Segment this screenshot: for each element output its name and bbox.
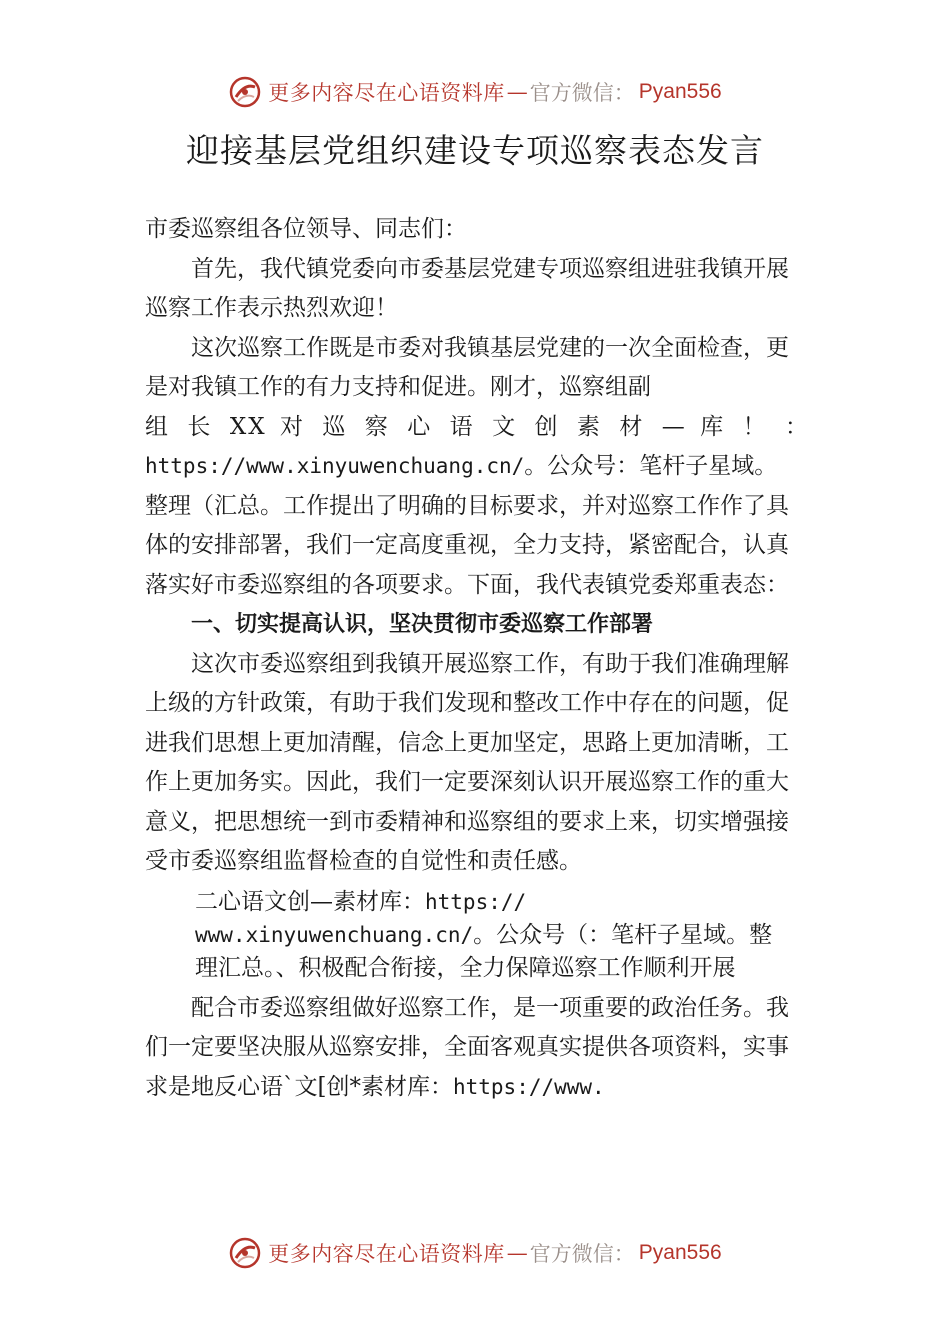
document-body xyxy=(145,210,810,1107)
paragraph-intro-continued: 整理（汇总。工作提出了明确的目标要求，并对巡察工作作了具体的安排部署，我们一定高度重视，全力支持，紧密配合，认真落实好市委巡察组的各项要求。下面，我代表镇党委郑重表态： xyxy=(145,492,789,598)
paragraph-intro-spaced-line: 组 长 XX 对 巡 察 心 语 文 创 素 材 — 库 ！ ： xyxy=(145,413,810,440)
banner-text: 更多内容尽在心语资料库 xyxy=(268,81,505,105)
paragraph-intro: 这次巡察工作既是市委对我镇基层党建的一次全面检查，更是对我镇工作的有力支持和促进。刚才，巡察组副 xyxy=(145,334,789,400)
header-banner xyxy=(0,72,950,112)
footer-banner xyxy=(0,1233,950,1273)
paragraph-section-2-text: 配合市委巡察组做好巡察工作，是一项重要的政治任务。我们一定要坚决服从巡察安排，全面客观真实提供各项资料，实事求是地反心语`文[创*素材库： xyxy=(145,994,789,1100)
section-heading-2 xyxy=(195,886,810,985)
paragraph-section-1: 这次市委巡察组到我镇开展巡察工作，有助于我们准确理解上级的方针政策，有助于我们发现和整改工作中存在的问题，促进我们思想上更加清醒，信念上更加坚定，思路上更加清晰，工作上更加务实。因此，我们一定要深刻认识开展巡察工作的重大意义，把思想统一到市委精神和巡察组的要求上来，切实增强接受市委巡察组监督检查的自觉性和责任感。 xyxy=(145,650,789,874)
paragraph-intro-url-line xyxy=(145,447,810,487)
banner-text: 更多内容尽在心语资料库 xyxy=(268,1242,505,1266)
banner-wechat-label: 官方微信： xyxy=(529,81,635,105)
paragraph-welcome: 首先，我代镇党委向市委基层党建专项巡察组进驻我镇开展巡察工作表示热烈欢迎！ xyxy=(145,255,789,321)
banner-separator: — xyxy=(506,80,528,104)
heading2-prefix: 二心语文创—素材库： xyxy=(195,888,425,915)
website-url: https://www.xinyuwenchuang.cn/ xyxy=(145,454,525,478)
wechat-account-text: 。公众号：笔杆子星域。 xyxy=(524,453,778,479)
logo-icon xyxy=(228,1236,262,1270)
salutation: 市委巡察组各位领导、同志们： xyxy=(145,216,467,242)
banner-wechat-id: Pyan556 xyxy=(638,1241,722,1264)
paragraph-section-2-url: https://www. xyxy=(452,1074,605,1099)
paragraph-section-2 xyxy=(145,989,810,1108)
banner-wechat-id: Pyan556 xyxy=(638,80,722,103)
heading2-url-end: www.xinyuwenchuang.cn/ xyxy=(195,922,474,947)
logo-icon xyxy=(228,75,262,109)
document-title: 迎接基层党组织建设专项巡察表态发言 xyxy=(186,131,764,170)
heading2-account: 。公众号（：笔杆子星域。整 xyxy=(473,921,773,948)
banner-separator: — xyxy=(506,1241,528,1265)
section-heading-1: 一、切实提高认识，坚决贯彻市委巡察工作部署 xyxy=(191,612,654,637)
heading2-url-start: https:// xyxy=(425,889,527,914)
banner-wechat-label: 官方微信： xyxy=(529,1242,635,1266)
heading2-title: 理汇总。、积极配合衔接，全力保障巡察工作顺利开展 xyxy=(195,954,736,981)
